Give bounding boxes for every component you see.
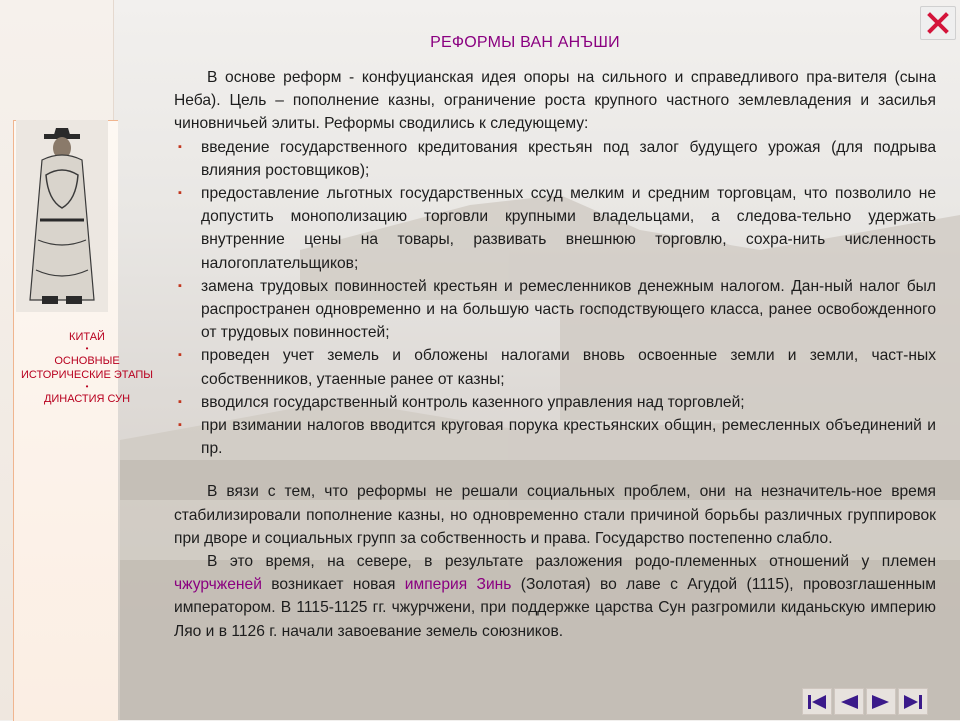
- next-page-button[interactable]: [866, 688, 896, 715]
- list-item: ▪ вводился государственный контроль казенного управления над торговлей;: [174, 391, 936, 414]
- nav-link-china[interactable]: КИТАЙ: [69, 331, 105, 343]
- main-text: [174, 66, 936, 643]
- bullet-icon: ▪: [178, 140, 182, 153]
- nav-separator: •: [85, 344, 89, 353]
- list-item: ▪ замена трудовых повинностей крестьян и ремесленников денежным налогом. Дан-ный налог был распространен одновременно и на большую часть господствующего класса, ранее освобожденного от трудовых повинностей;: [174, 275, 936, 345]
- list-item: ▪ введение государственного кредитования крестьян под залог будущего урожая (для подрыва влияния ростовщиков);: [174, 136, 936, 182]
- emperor-portrait: [16, 120, 108, 312]
- close-icon: [927, 12, 949, 34]
- bullet-icon: ▪: [178, 395, 182, 408]
- bullet-icon: ▪: [178, 349, 182, 362]
- left-navigation: [18, 330, 156, 406]
- next-page-icon: [870, 693, 892, 711]
- first-page-button[interactable]: [802, 688, 832, 715]
- paragraph-jin-empire: В это время, на севере, в результате разложения родо-племенных отношений у племен чжурчженей возникает новая империя Зинь (Золотая) во лаве с Агудой (1115), провозглашенным императором. В 1115-1125 гг. чжурчжени, при поддержке царства Сун разгромили киданьскую империю Ляо и в 1126 г. начали завоевание земель союзников.: [174, 553, 936, 640]
- first-page-icon: [806, 693, 828, 711]
- intro-paragraph: В основе реформ - конфуцианская идея опоры на сильного и справедливого пра-вителя (сына Неба). Цель – пополнение казны, ограничение роста крупного частного землевладения и засилья чиновничьей элиты. Реформы сводились к следующему:: [174, 69, 936, 133]
- link-jurchens[interactable]: чжурчженей: [174, 576, 262, 594]
- page-title: РЕФОРМЫ ВАН АНЪШИ: [430, 34, 620, 51]
- link-jin-empire[interactable]: империя Зинь: [404, 576, 512, 594]
- bullet-icon: ▪: [178, 419, 182, 432]
- bullet-icon: ▪: [178, 187, 182, 200]
- bullet-icon: ▪: [178, 279, 182, 292]
- nav-link-song-dynasty[interactable]: ДИНАСТИЯ СУН: [43, 393, 131, 405]
- nav-separator: •: [85, 382, 89, 391]
- list-item: ▪ проведен учет земель и обложены налогами вновь освоенные земли и земли, част-ных собственников, утаенные ранее от казны;: [174, 344, 936, 390]
- nav-link-historical-stages[interactable]: ОСНОВНЫЕ ИСТОРИЧЕСКИЕ ЭТАПЫ: [21, 355, 153, 381]
- reform-list: [174, 136, 936, 461]
- list-item: ▪ при взимании налогов вводится круговая порука крестьянских общин, ремесленных объединений и пр.: [174, 414, 936, 460]
- last-page-icon: [902, 693, 924, 711]
- paragraph-consequences: В вязи с тем, что реформы не решали социальных проблем, они на незначитель-ное время стабилизировали пополнение казны, но одновременно стали причиной борьбы различных группировок при дворе и социальных групп за собственность и права. Государство постепенно слабло.: [174, 483, 936, 547]
- prev-page-button[interactable]: [834, 688, 864, 715]
- list-item: ▪ предоставление льготных государственных ссуд мелким и средним торговцам, что позволило не допустить монополизацию торговли крупными владельцами, а следова-тельно удержать внутренние цены на товары, развивать внешнюю торговлю, сохра-нить численность налогоплательщиков;: [174, 182, 936, 275]
- last-page-button[interactable]: [898, 688, 928, 715]
- slide-navigation: [802, 688, 930, 715]
- prev-page-icon: [838, 693, 860, 711]
